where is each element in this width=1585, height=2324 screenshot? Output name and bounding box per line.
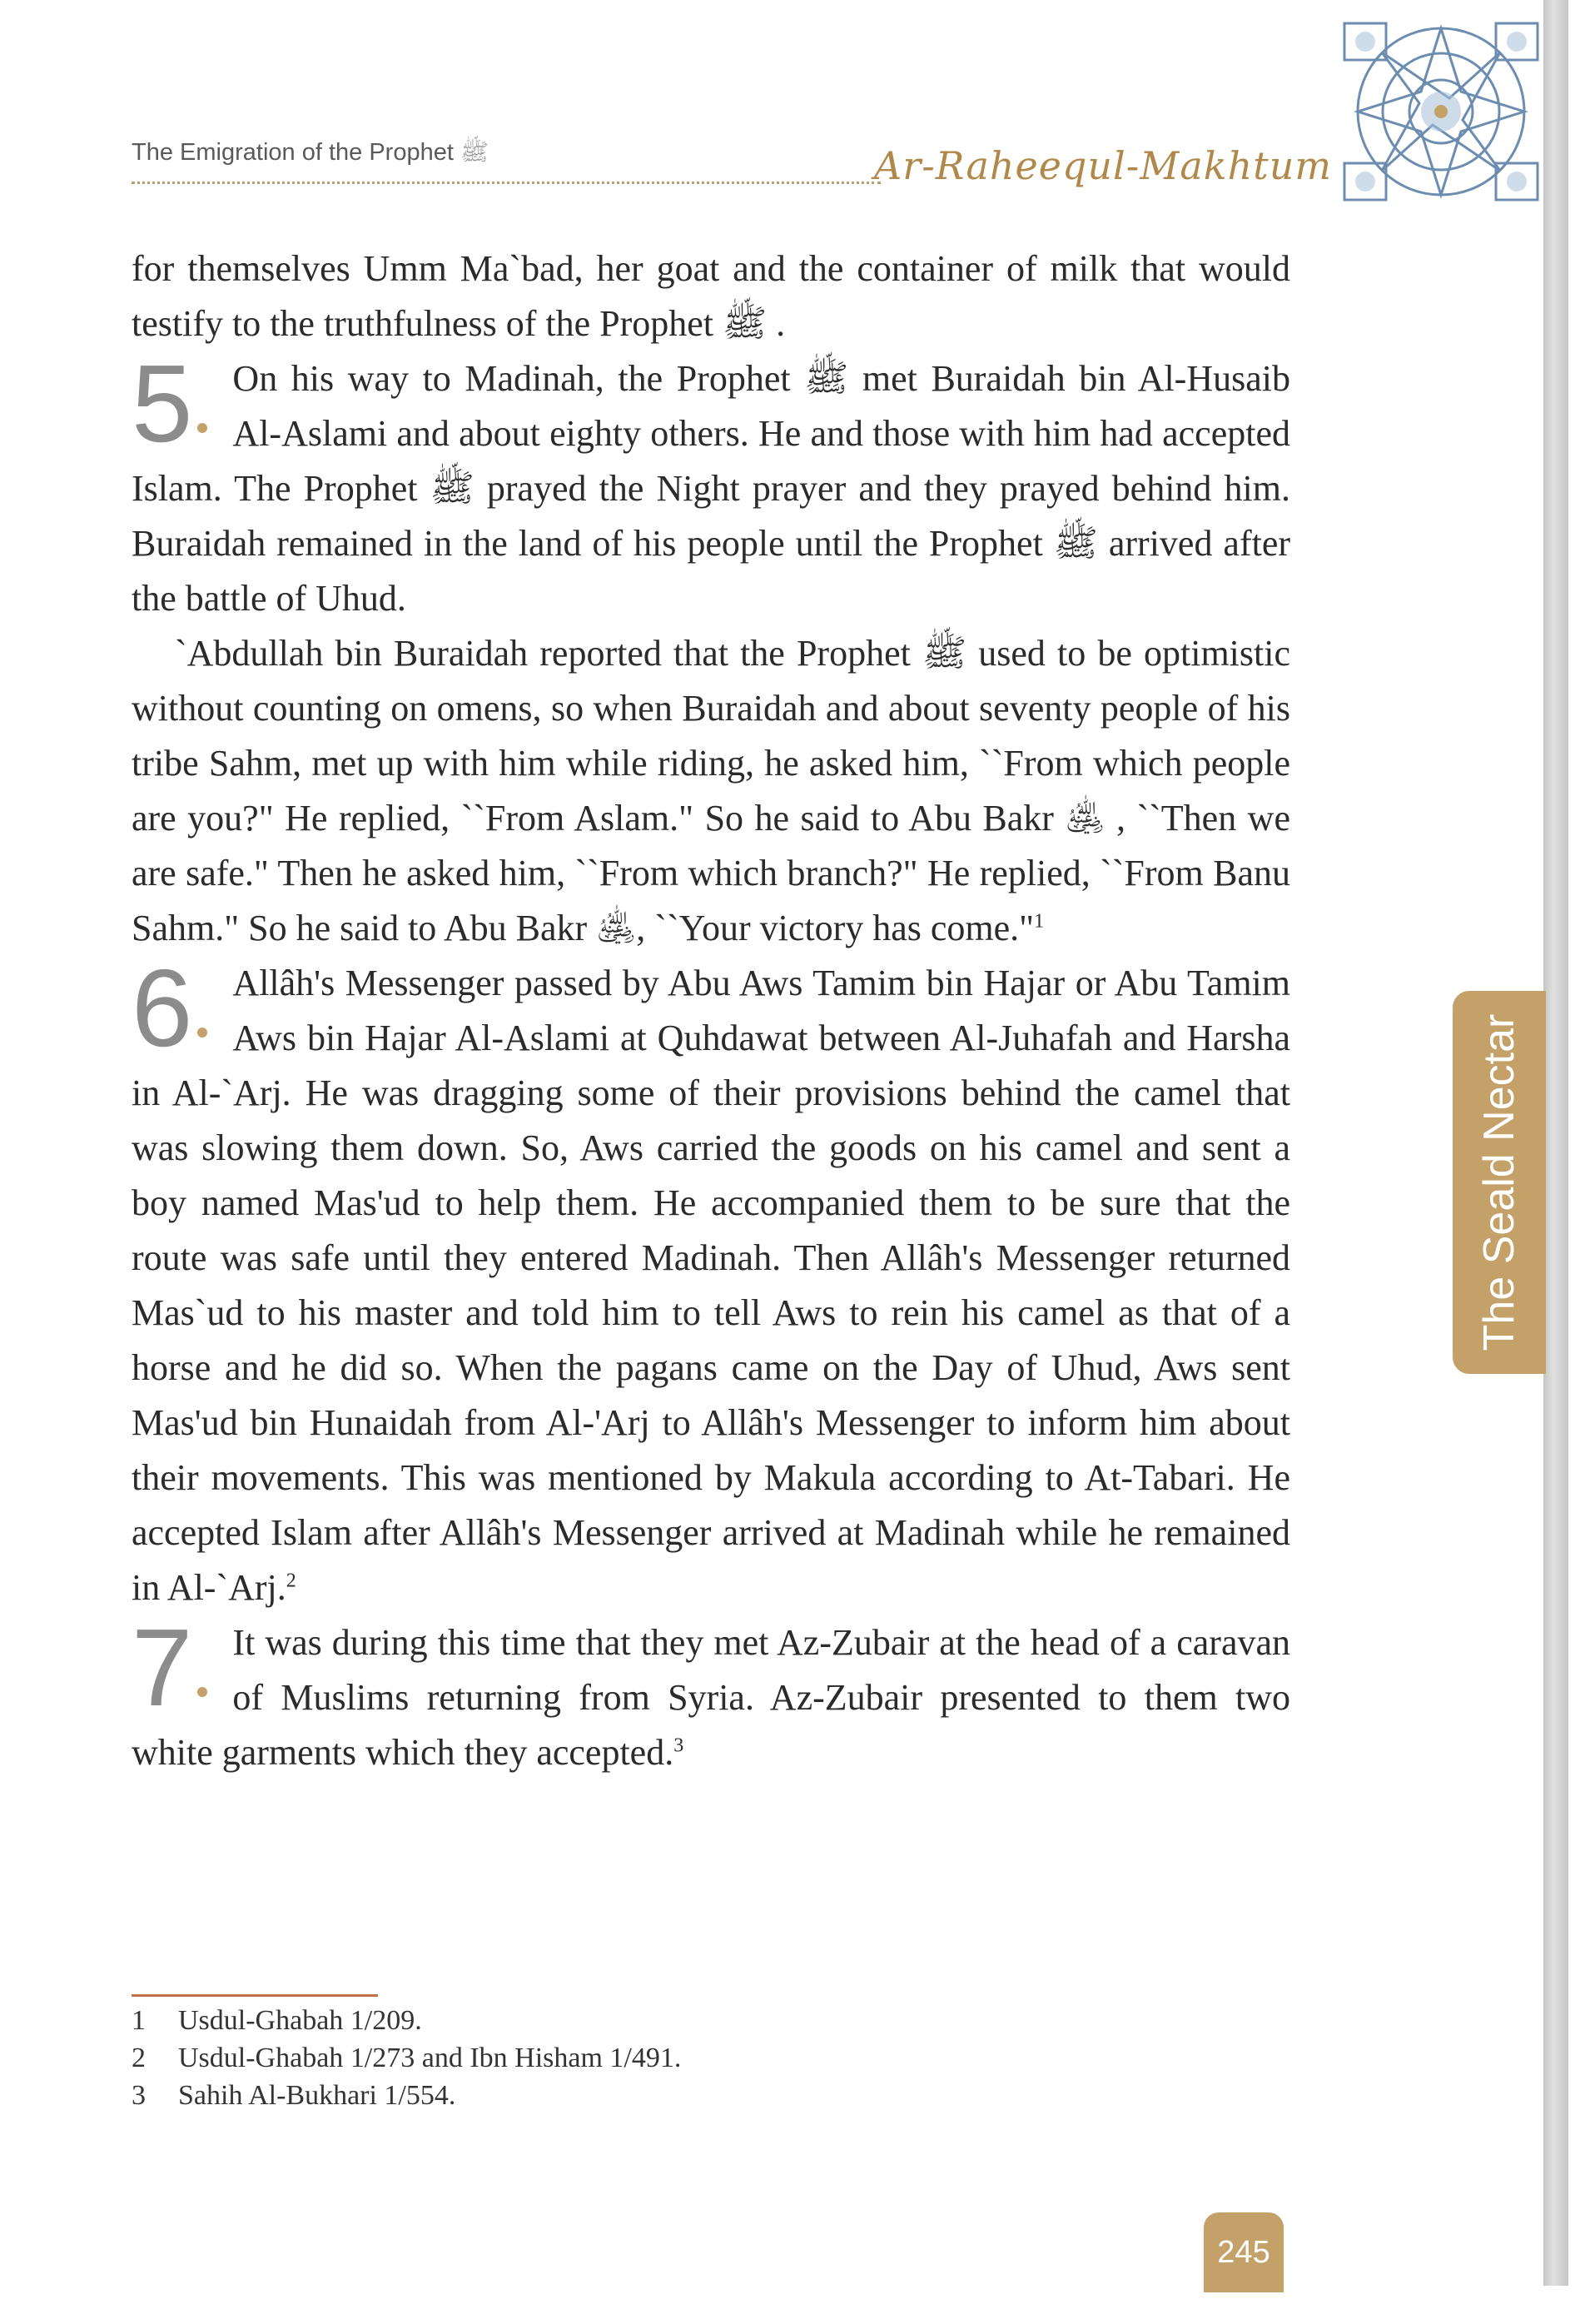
item-7-number: 7 [132,1606,193,1729]
footnotes [132,2002,681,2114]
item-7-text: It was during this time that they met Az-Zubair at the head of a caravan of Muslims returning from Syria. Az-Zubair presented to them two white garments which they accepted. [132,1622,1290,1773]
footnote-1-text: Usdul-Ghabah 1/209. [178,2005,422,2036]
item-7 [132,1606,1290,1780]
header-dotted-rule [132,182,881,184]
item-5-bullet [197,423,207,433]
footnote-1 [132,2002,681,2039]
item-5-text: On his way to Madinah, the Prophet ﷺ met Buraidah bin Al-Husaib Al-Aslami and about eighty others. He and those with him had accepted Islam. The Prophet ﷺ prayed the Night prayer and they prayed behind him. Buraidah remained in the land of his people until the Prophet ﷺ arrived after the battle of Uhud. [132,358,1290,619]
item-6-number: 6 [132,947,193,1069]
item-6-text: Allâh's Messenger passed by Abu Aws Tamim bin Hajar or Abu Tamim Aws bin Hajar Al-Aslami at Quhdawat between Al-Juhafah and Harsha in Al-`Arj. He was dragging some of their provisions behind the camel that was slowing them down. So, Aws carried the goods on his camel and sent a boy named Mas'ud to help them. He accompanied them to be sure that the route was safe until they entered Madinah. Then Allâh's Messenger returned Mas`ud to his master and told him to tell Aws to rein his camel as that of a horse and he did so. When the pagans came on the Day of Uhud, Aws sent Mas'ud bin Hunaidah from Al-'Arj to Allâh's Messenger to inform him about their movements. This was mentioned by Makula according to At-Tabari. He accepted Islam after Allâh's Messenger arrived at Madinah while he remained in Al-`Arj. [132,963,1290,1608]
islamic-geometric-ornament-icon [1336,15,1546,208]
page-edge-bar [1543,0,1568,2286]
footnote-3 [132,2077,681,2114]
page-number: 245 [1204,2212,1284,2292]
footnote-3-number: 3 [132,2080,146,2111]
side-tab-label: The Seald Nectar [1475,1013,1523,1351]
item-7-bullet [197,1687,207,1697]
footnote-ref-3: 3 [673,1734,684,1757]
item-5-number: 5 [132,342,193,465]
running-header-title [132,138,489,172]
salutation-symbol: ﷺ [460,139,489,165]
lead-paragraph: for themselves Umm Ma`bad, her goat and the container of milk that would testify to the truthfulness of the Prophet ﷺ . [132,248,1290,344]
item-6 [132,947,1290,1615]
abdullah-paragraph-text: `Abdullah bin Buraidah reported that the Prophet ﷺ used to be optimistic without counting on omens, so when Buraidah and about seventy people of his tribe Sahm, met up with him while riding, he asked him, ``From which people are you?" He replied, ``From Aslam." So he said to Abu Bakr ﵁ , ``Then we are safe." Then he asked him, ``From which branch?" He replied, ``From Banu Sahm." So he said to Abu Bakr ﵁, ``Your victory has come." [132,633,1290,948]
main-content [132,241,1290,1780]
side-tab [1453,991,1546,1374]
book-title-script: Ar-Raheequl-Makhtum [874,143,1333,188]
footnote-rule [132,1994,378,1997]
footnote-2 [132,2039,681,2077]
footnote-2-number: 2 [132,2043,146,2073]
footnote-ref-2: 2 [286,1570,296,1592]
chapter-title: The Emigration of the Prophet [132,139,454,166]
abdullah-paragraph [132,626,1290,956]
footnote-2-text: Usdul-Ghabah 1/273 and Ibn Hisham 1/491. [178,2043,682,2073]
footnote-3-text: Sahih Al-Bukhari 1/554. [178,2080,456,2111]
item-6-bullet [197,1028,207,1038]
item-5 [132,342,1290,626]
footnote-1-number: 1 [132,2005,146,2036]
footnote-ref-1: 1 [1034,910,1045,933]
